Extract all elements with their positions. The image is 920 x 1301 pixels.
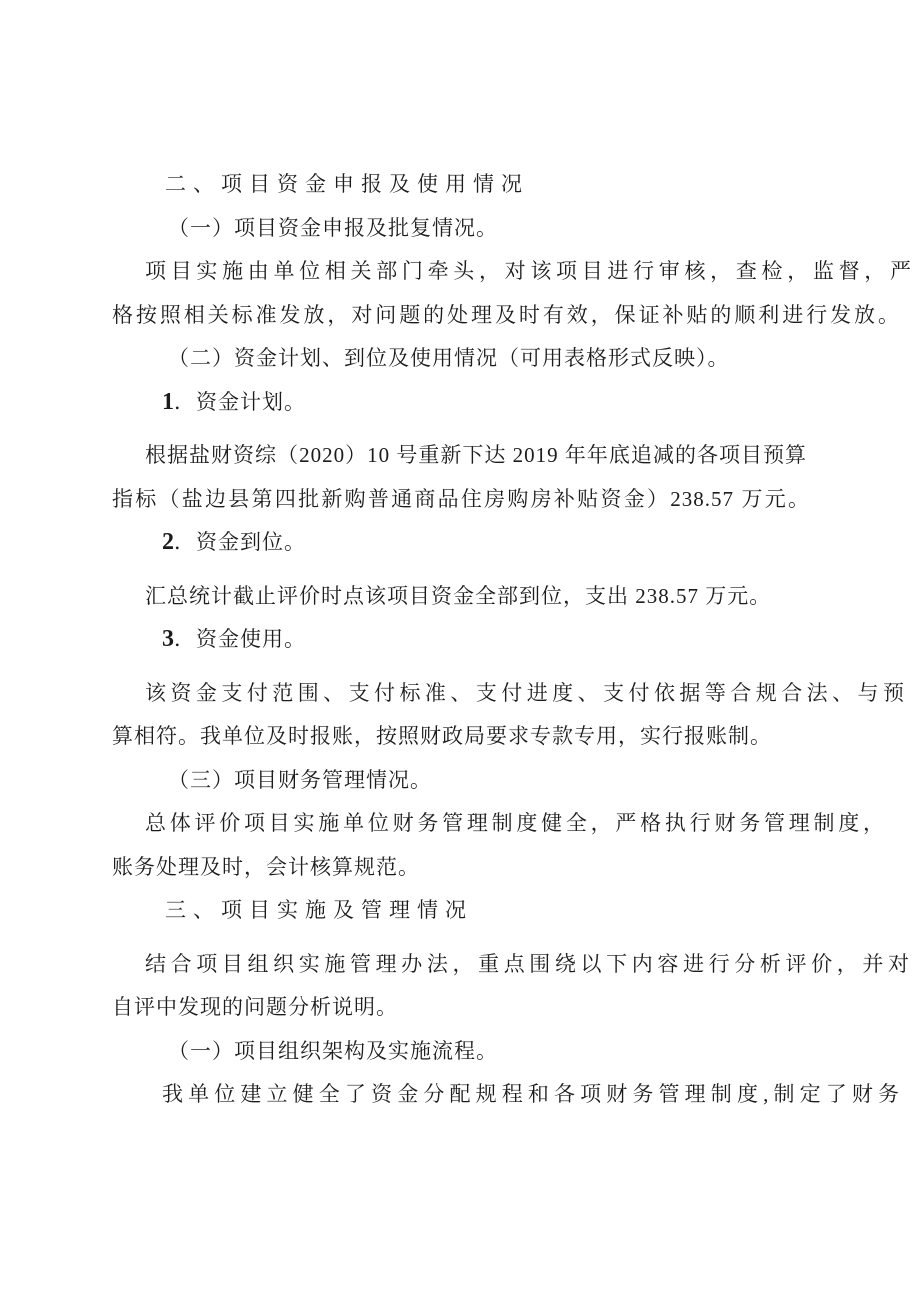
text-line: （一）项目资金申报及批复情况。 [168, 215, 498, 240]
text-line [162, 618, 920, 662]
list-number: 1 [162, 388, 174, 415]
text-line: 指标（盐边县第四批新购普通商品住房购房补贴资金）238.57 万元。 [112, 486, 810, 511]
list-label: ．资金使用。 [174, 627, 306, 651]
list-number: 2 [162, 529, 174, 555]
text-line: 根据盐财资综（2020）10 号重新下达 2019 年年底追减的各项目预算 [145, 443, 807, 467]
text-line: 账务处理及时，会计核算规范。 [112, 854, 420, 879]
text-line: 项目实施由单位相关部门牵头，对该项目进行审核，查检，监督，严 [145, 259, 912, 283]
text-line: 自评中发现的问题分析说明。 [112, 995, 398, 1019]
document-body [112, 163, 920, 1117]
text-line: 格按照相关标准发放，对问题的处理及时有效，保证补贴的顺利进行发放。 [112, 302, 900, 327]
text-line: （一）项目组织架构及实施流程。 [168, 1038, 498, 1063]
text-line [162, 381, 920, 425]
text-line: （二）资金计划、到位及使用情况（可用表格形式反映）。 [168, 346, 730, 370]
text-line: 该资金支付范围、支付标准、支付进度、支付依据等合规合法、与预 [145, 680, 905, 705]
text-line: （三）项目财务管理情况。 [168, 767, 432, 792]
text-line: 三、项目实施及管理情况 [165, 898, 473, 922]
text-line: 我单位建立健全了资金分配规程和各项财务管理制度,制定了财务 [162, 1082, 900, 1106]
list-number: 3 [162, 626, 174, 652]
text-line: 算相符。我单位及时报账，按照财政局要求专款专用，实行报账制。 [112, 724, 772, 748]
list-label: ．资金计划。 [174, 389, 306, 414]
list-label: ．资金到位。 [174, 530, 306, 554]
text-line: 汇总统计截止评价时点该项目资金全部到位，支出 238.57 万元。 [145, 583, 772, 608]
text-line: 结合项目组织实施管理办法，重点围绕以下内容进行分析评价，并对 [145, 951, 910, 976]
text-line: 总体评价项目实施单位财务管理制度健全，严格执行财务管理制度， [145, 811, 885, 835]
text-line: 二、项目资金申报及使用情况 [165, 172, 529, 196]
text-line [162, 521, 920, 565]
